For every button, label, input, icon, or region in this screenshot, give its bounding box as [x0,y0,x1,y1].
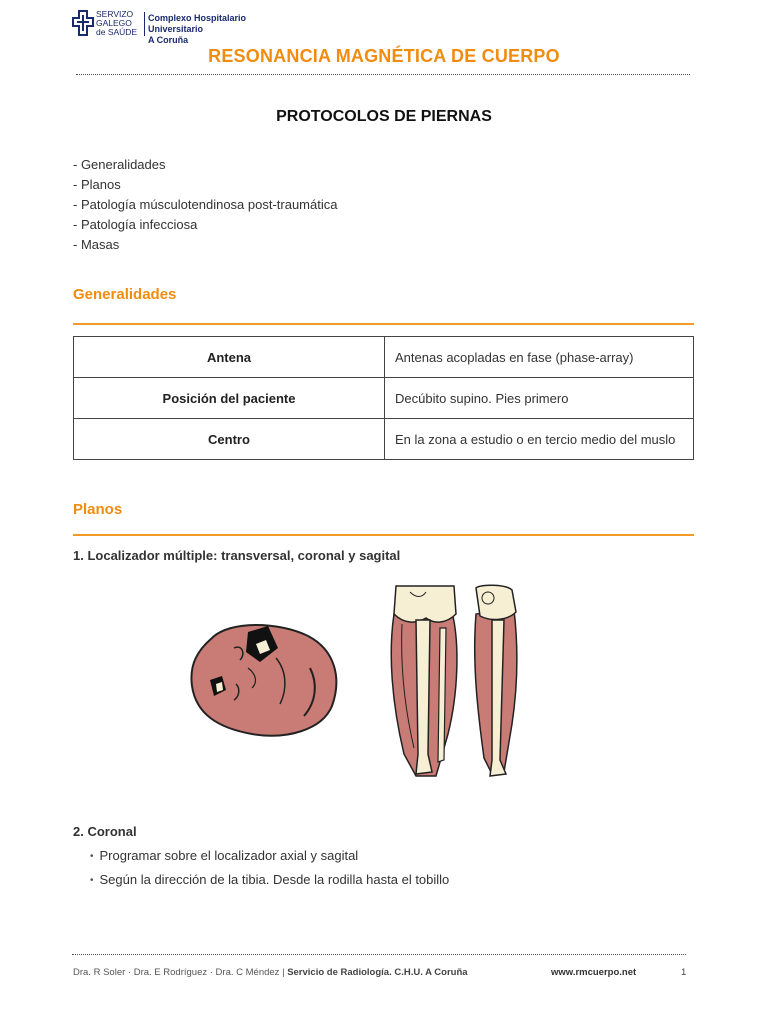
section-rule [73,534,694,536]
table-row [74,419,694,460]
logo-sergas-text [96,10,137,37]
footer [73,967,693,978]
row-value: Decúbito supino. Pies primero [385,378,694,419]
generalidades-table [73,336,694,460]
row-value: En la zona a estudio o en tercio medio del muslo [385,419,694,460]
table-of-contents [73,155,337,255]
axial-leg-illustration [190,618,342,742]
page-title: RESONANCIA MAGNÉTICA DE CUERPO [208,46,560,66]
logo-separator [144,12,145,36]
heading-planos: Planos [73,501,123,518]
list-item [90,868,449,892]
heading-generalidades: Generalidades [73,286,177,303]
logo-line-3: de SAÚDE [96,27,138,37]
sergas-cross-icon [72,10,94,36]
table-row [74,378,694,419]
toc-item: - Planos [73,177,121,192]
footer-divider [72,954,686,955]
hospital-name-line-2: A Coruña [148,35,189,45]
row-label: Centro [74,419,385,460]
section-rule [73,323,694,325]
bullet-text: Programar sobre el localizador axial y sagital [99,848,359,863]
row-value: Antenas acopladas en fase (phase-array) [385,337,694,378]
header-logo [72,9,282,45]
list-item [90,844,449,868]
section-main-title: PROTOCOLOS DE PIERNAS [276,108,492,125]
toc-item: - Patología músculotendinosa post-traumática [73,197,338,212]
footer-authors: Dra. R Soler · Dra. E Rodríguez · Dra. C Méndez | [73,967,288,978]
footer-url-link[interactable]: www.rmcuerpo.net [551,967,637,978]
toc-item: - Generalidades [73,157,166,172]
toc-item: - Patología infecciosa [73,217,198,232]
header-divider [76,74,690,75]
logo-hospital-text [148,13,282,46]
hospital-name-line-1: Complexo Hospitalario Universitario [148,13,247,34]
table-row [74,337,694,378]
row-label: Posición del paciente [74,378,385,419]
item-localizador: 1. Localizador múltiple: transversal, coronal y sagital [73,548,401,563]
footer-service: Servicio de Radiología. C.H.U. A Coruña [287,967,468,978]
item-coronal: 2. Coronal [73,824,137,839]
sagittal-leg-illustration [470,584,520,782]
bullet-text: Según la dirección de la tibia. Desde la rodilla hasta el tobillo [99,872,450,887]
coronal-leg-illustration [386,584,466,782]
page-number: 1 [681,967,687,978]
coronal-bullets [90,844,449,892]
logo-line-1: SERVIZO [96,9,134,19]
toc-item: - Masas [73,237,120,252]
logo-line-2: GALEGO [96,18,132,28]
row-label: Antena [74,337,385,378]
